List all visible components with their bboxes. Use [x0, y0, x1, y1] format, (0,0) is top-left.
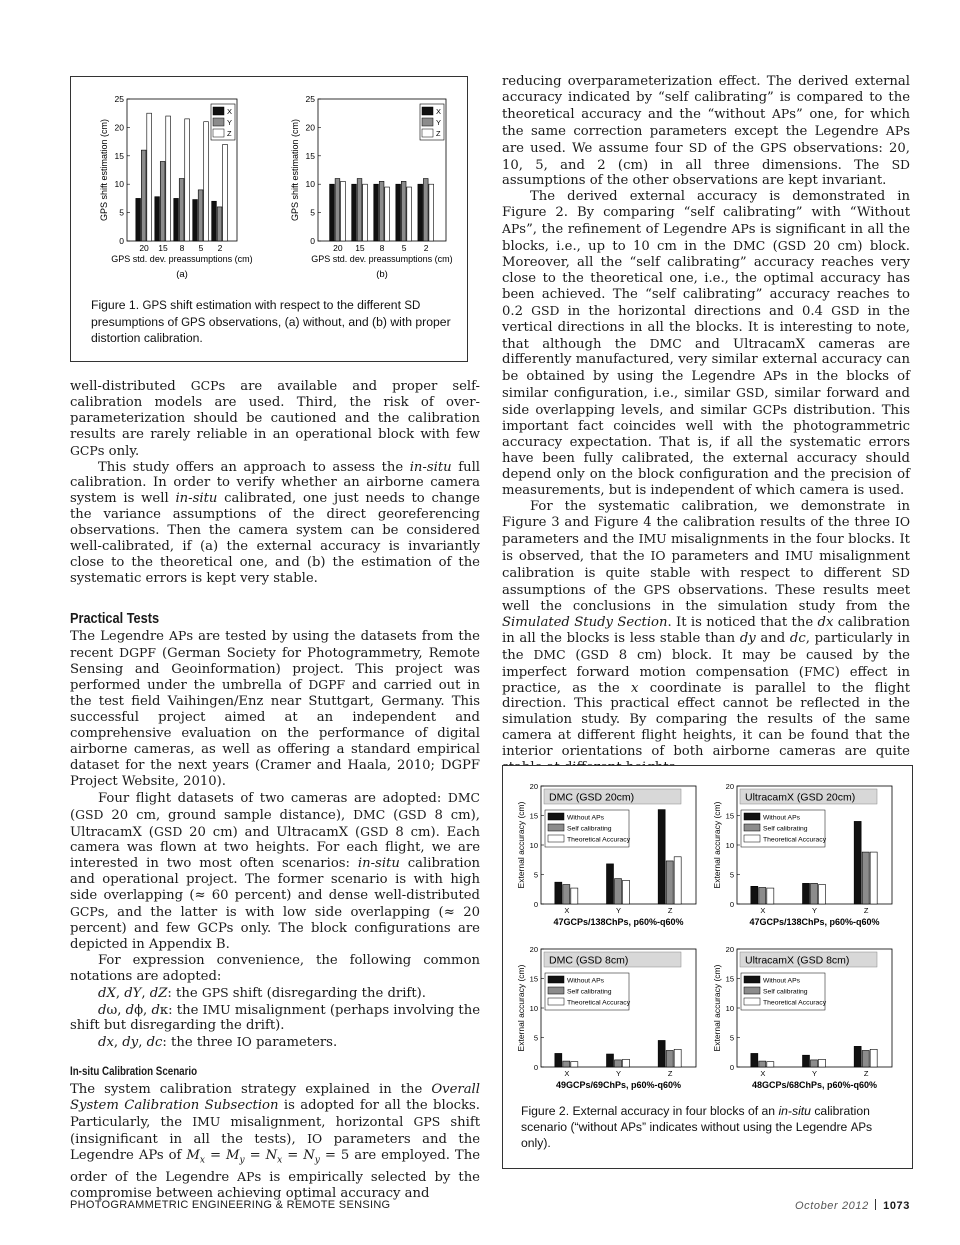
bar-theoretical-accuracy	[623, 1059, 630, 1067]
y-tick-label: 10	[529, 1004, 538, 1013]
bar-y	[423, 179, 428, 241]
bar-z	[363, 184, 368, 241]
left-para-4: Four flight datasets of two cameras are adopted: DMC (GSD 20 cm, ground sample distance), DMC (GSD 8 cm), UltracamX (GSD 20 cm) and UltracamX (GSD 8 cm). Each camera was flown at two heights. For each flight, we are interested in two most often scenarios: in-situ calibration and operational project. The former scenario is with high side overlapping (≈ 60 percent) and dense well-distributed GCPs, and the latter is with low side overlapping (≈ 20 percent) and few GCPs only. The block configurations are depicted in Appendix B.	[70, 789, 481, 952]
bar-self-calibrating	[563, 885, 570, 904]
x-tick-label: X	[760, 906, 766, 915]
legend-label: Theoretical Accuracy	[567, 836, 631, 844]
bar-x	[136, 198, 141, 241]
legend-swatch	[548, 987, 564, 994]
bar-y	[179, 179, 184, 241]
bar-theoretical-accuracy	[571, 1062, 578, 1067]
y-tick-label: 5	[119, 207, 124, 218]
x-tick-label: Z	[863, 906, 869, 915]
bar-self-calibrating	[666, 861, 673, 904]
legend-label: Self calibrating	[763, 988, 808, 996]
x-tick-label: X	[564, 906, 570, 915]
y-tick-label: 15	[529, 811, 538, 821]
legend-label: Z	[227, 129, 232, 138]
y-tick-label: 10	[529, 841, 538, 850]
y-tick-label: 5	[310, 207, 315, 218]
x-tick-label: Y	[615, 1069, 622, 1078]
y-tick-label: 10	[725, 841, 734, 850]
legend-swatch	[744, 824, 760, 831]
y-tick-label: 0	[119, 236, 124, 246]
bar-without-aps	[607, 1054, 614, 1067]
y-tick-label: 20	[725, 945, 734, 954]
panel-label: (a)	[176, 269, 188, 280]
y-tick-label: 15	[725, 811, 734, 821]
bar-without-aps	[751, 886, 758, 904]
bar-self-calibrating	[563, 1061, 570, 1067]
bar-y	[357, 179, 362, 241]
legend-label: X	[227, 107, 233, 116]
x-tick-label: X	[564, 1069, 570, 1078]
y-tick-label: 20	[725, 782, 734, 791]
legend-swatch	[213, 107, 224, 115]
chart-title: UltracamX (GSD 20cm)	[745, 791, 856, 804]
bar-theoretical-accuracy	[767, 1062, 774, 1067]
legend-swatch	[213, 129, 224, 137]
legend-swatch	[548, 824, 564, 831]
bar-y	[401, 181, 406, 241]
legend-swatch	[422, 129, 433, 137]
bar-without-aps	[854, 1046, 861, 1067]
y-axis-label: External accuracy (cm)	[712, 964, 722, 1052]
left-para-3: The Legendre APs are tested by using the datasets from the recent DGPF (German Society for Photogrammetry, Remote Sensing and Geoinformation) project. This project was performed under the umbrella of DGPF and carried out in the test field Vaihingen/Enz near Stuttgart, Germany. This successful project aimed at an independent and comprehensive evaluation on the performance of digital airborne cameras, as well as offering a standard empirical dataset for the next years (Cramer and Haala, 2010; DGPF Project Website, 2010).	[70, 627, 480, 789]
bar-x	[396, 184, 401, 241]
x-tick-label: Z	[667, 1069, 673, 1078]
y-tick-label: 25	[114, 94, 124, 104]
bar-theoretical-accuracy	[870, 1049, 877, 1067]
legend-swatch	[422, 118, 433, 126]
y-tick-label: 0	[533, 900, 538, 909]
y-tick-label: 20	[529, 782, 538, 791]
bar-z	[407, 187, 412, 241]
figure-1-charts	[71, 77, 467, 291]
figure-2-caption-text: External accuracy in four blocks of an in-situ calibration scenario (“without APs” indicates without using the Legendre APs only).	[521, 1104, 873, 1150]
legend-label: Without APs	[763, 814, 801, 822]
figure-1	[70, 76, 468, 362]
right-column	[502, 74, 910, 776]
bar-self-calibrating	[811, 883, 818, 904]
bar-without-aps	[803, 883, 810, 904]
y-axis-label: GPS shift estimation (cm)	[99, 118, 109, 222]
left-para-6: The system calibration strategy explained in the Overall System Calibration Subsection is adopted for all the blocks. Particularly, the IMU misalignment, horizontal GPS shift (insignificant in all the tests), IO parameters and the Legendre APs of $M_x = M_y = N_x = N_y = 5$ are employed. The order of the Legendre APs is empirically selected by the compromise between achieving optimal accuracy and	[70, 1082, 481, 1202]
legend-label: Theoretical Accuracy	[763, 999, 827, 1007]
footer-journal: PHOTOGRAMMETRIC ENGINEERING & REMOTE SENSING	[70, 1199, 391, 1211]
bar-theoretical-accuracy	[623, 880, 630, 904]
legend-label: Y	[227, 118, 233, 127]
y-tick-label: 5	[729, 1033, 734, 1043]
x-tick-label: 8	[379, 243, 385, 253]
y-axis-label: External accuracy (cm)	[712, 801, 722, 889]
heading-insitu-calibration: In-situ Calibration Scenario	[70, 1066, 198, 1079]
x-tick-label: Z	[863, 1069, 869, 1078]
bar-theoretical-accuracy	[870, 852, 877, 904]
x-tick-label: 5	[401, 243, 407, 253]
panel-label: (b)	[376, 269, 388, 280]
y-tick-label: 15	[114, 150, 124, 161]
bar-z	[429, 184, 434, 241]
y-tick-label: 15	[529, 974, 538, 984]
bar-theoretical-accuracy	[571, 888, 578, 904]
legend-swatch	[744, 998, 760, 1005]
bar-y	[217, 207, 222, 241]
x-axis-label: 47GCPs/138ChPs, p60%-q60%	[749, 917, 880, 927]
legend-swatch	[422, 107, 433, 115]
y-tick-label: 0	[310, 236, 315, 246]
x-axis-label: 48GCPs/68ChPs, p60%-q60%	[751, 1080, 878, 1090]
bar-z	[385, 187, 390, 241]
bar-without-aps	[555, 1053, 562, 1067]
y-axis-label: External accuracy (cm)	[516, 964, 526, 1052]
bar-z	[166, 116, 171, 241]
bar-self-calibrating	[759, 887, 766, 904]
bar-x	[352, 184, 357, 241]
chart-title: DMC (GSD 8cm)	[549, 954, 629, 967]
y-tick-label: 5	[533, 870, 538, 880]
x-axis-label: GPS std. dev. preassumptions (cm)	[111, 254, 253, 264]
y-tick-label: 0	[729, 1063, 734, 1072]
footer-date-text: October 2012	[794, 1200, 869, 1212]
y-tick-label: 15	[305, 150, 315, 161]
y-tick-label: 20	[529, 945, 538, 954]
legend-swatch	[744, 976, 760, 983]
bar-y	[198, 190, 203, 241]
figure-2	[502, 765, 913, 1169]
bar-theoretical-accuracy	[819, 1059, 826, 1067]
bar-x	[330, 184, 335, 241]
x-axis-label: GPS std. dev. preassumptions (cm)	[311, 254, 453, 264]
bar-self-calibrating	[862, 1050, 869, 1067]
x-tick-label: 20	[139, 243, 149, 253]
bar-y	[335, 179, 340, 241]
left-para-2: This study offers an approach to assess the in-situ full calibration. In order to verify whether an airborne camera system is well in-situ calibrated, one just needs to change the variance assumptions of the direct georeferencing observations. Then the camera system can be considered well-calibrated, if (a) the external accuracy is invariantly close to the theoretical one, and (b) the estimation of the systematic errors is kept very stable.	[70, 459, 480, 586]
bar-theoretical-accuracy	[767, 888, 774, 904]
left-para-5: For expression convenience, the following common notations are adopted:	[70, 952, 480, 984]
figure-2-caption-label: Figure 2.	[521, 1104, 570, 1118]
bar-z	[204, 122, 209, 241]
y-tick-label: 10	[305, 179, 315, 190]
left-para-1: well-distributed GCPs are available and proper self-calibration models are used. Third, the risk of over-parameterization should be cautioned and the calibration results are rarely reliable in an operational block with few GCPs only.	[70, 378, 480, 459]
legend-swatch	[213, 118, 224, 126]
y-axis-label: GPS shift estimation (cm)	[290, 118, 300, 222]
y-tick-label: 25	[305, 94, 315, 104]
legend-label: Self calibrating	[567, 988, 612, 996]
bar-theoretical-accuracy	[674, 1049, 681, 1067]
legend-label: Without APs	[567, 977, 605, 985]
bar-without-aps	[803, 1055, 810, 1067]
legend-label: Z	[436, 129, 441, 138]
x-tick-label: 8	[179, 243, 185, 253]
x-tick-label: 2	[423, 243, 429, 253]
legend-swatch	[548, 835, 564, 842]
x-tick-label: 20	[333, 243, 343, 253]
x-axis-label: 47GCPs/138ChPs, p60%-q60%	[553, 917, 684, 927]
footer-date	[795, 1199, 910, 1212]
legend-label: X	[436, 107, 442, 116]
x-tick-label: Y	[811, 906, 818, 915]
legend-label: Self calibrating	[763, 825, 808, 833]
x-axis-label: 49GCPs/69ChPs, p60%-q60%	[555, 1080, 682, 1090]
y-tick-label: 5	[729, 870, 734, 880]
bar-x	[374, 184, 379, 241]
y-tick-label: 0	[729, 900, 734, 909]
bar-without-aps	[854, 821, 861, 904]
legend-swatch	[548, 998, 564, 1005]
legend-label: Theoretical Accuracy	[567, 999, 631, 1007]
bar-x	[212, 201, 217, 241]
bar-without-aps	[751, 1053, 758, 1067]
figure-2-charts	[503, 766, 912, 1096]
notation-2: dω, dϕ, dκ: the IMU misalignment (perhaps involving the shift but disregarding the drift).	[70, 1001, 481, 1034]
bar-self-calibrating	[811, 1060, 818, 1067]
bar-z	[341, 181, 346, 241]
bar-x	[174, 198, 179, 241]
bar-y	[379, 181, 384, 241]
legend-label: Self calibrating	[567, 825, 612, 833]
x-tick-label: X	[760, 1069, 766, 1078]
legend-swatch	[548, 976, 564, 983]
notation-3: dx, dy, dc: the three IO parameters.	[98, 1034, 338, 1051]
page-number: 1073	[883, 1200, 910, 1212]
right-para-1: reducing overparameterization effect. The derived external accuracy indicated by “self calibrating” is compared to the theoretical accuracy and the “without APs” one, for which the same correction parameters except the Legendre APs are used. We assume four SD of the GPS observations: 20, 10, 5, and 2 (cm) in all three dimensions. The SD assumptions of the other observations are kept invariant.	[502, 74, 910, 189]
heading-practical-tests: Practical Tests	[70, 609, 160, 627]
bar-self-calibrating	[666, 1050, 673, 1067]
figure-2-caption	[521, 1104, 901, 1152]
bar-self-calibrating	[759, 1061, 766, 1067]
y-tick-label: 15	[725, 974, 734, 984]
bar-theoretical-accuracy	[819, 885, 826, 904]
legend-swatch	[548, 813, 564, 820]
y-axis-label: External accuracy (cm)	[516, 801, 526, 889]
bar-without-aps	[555, 882, 562, 904]
legend-swatch	[744, 987, 760, 994]
bar-self-calibrating	[862, 852, 869, 904]
chart-title: DMC (GSD 20cm)	[549, 791, 635, 804]
x-tick-label: Y	[811, 1069, 818, 1078]
chart-title: UltracamX (GSD 8cm)	[745, 954, 850, 967]
x-tick-label: 2	[217, 243, 223, 253]
bar-z	[185, 119, 190, 241]
legend-label: Y	[436, 118, 442, 127]
bar-x	[418, 184, 423, 241]
legend-label: Without APs	[763, 977, 801, 985]
bar-theoretical-accuracy	[674, 857, 681, 904]
bar-y	[160, 161, 165, 241]
bar-z	[147, 113, 152, 241]
bar-without-aps	[658, 810, 665, 904]
y-tick-label: 20	[305, 122, 315, 133]
x-tick-label: 15	[158, 243, 168, 253]
notation-1: dX, dY, dZ: the GPS shift (disregarding the drift).	[98, 984, 426, 1001]
y-tick-label: 5	[533, 1033, 538, 1043]
x-tick-label: Y	[615, 906, 622, 915]
bar-self-calibrating	[615, 1060, 622, 1067]
bar-x	[193, 200, 198, 241]
right-para-2: The derived external accuracy is demonstrated in Figure 2. By comparing “self calibrating” with “Without APs”, the refinement of Legendre APs is significant in all the blocks, i.e., up to 10 cm in the DMC (GSD 20 cm) block. Moreover, all the “self calibrating” accuracy reaches very close to the theoretical one, i.e., the optimal accuracy has been achieved. The “self calibrating” accuracy reaches to 0.2 GSD in the horizontal directions and 0.4 GSD in the vertical directions in all the blocks. It is interesting to note, that although the DMC and UltracamX cameras are differently manufactured, very similar external accuracy can be obtained by using the Legendre APs in the blocks of similar configuration, i.e., similar GSD, similar forward and side overlapping levels, and similar GCPs distribution. This important fact coincides well with the photogrammetric accuracy expectation. That is, if all the systematic errors have been fully calibrated, the external accuracy should depend only on the block configuration and the precision of measurements, but is independent of which camera is used.	[502, 189, 910, 498]
x-tick-label: 5	[198, 243, 204, 253]
y-tick-label: 0	[533, 1063, 538, 1072]
bar-y	[141, 150, 146, 241]
x-tick-label: 15	[355, 243, 365, 253]
y-tick-label: 20	[114, 122, 124, 133]
bar-without-aps	[658, 1040, 665, 1067]
bar-x	[155, 197, 160, 241]
x-tick-label: Z	[667, 906, 673, 915]
right-para-3: For the systematic calibration, we demonstrate in Figure 3 and Figure 4 the calibration results of the three IO parameters and the IMU misalignments in the four blocks. It is observed, that the IO parameters and IMU misalignment calibration is quite stable with respect to different SD assumptions of the GPS observations. These results meet well the conclusions in the simulation study from the Simulated Study Section. It is noticed that the dx calibration in all the blocks is less stable than dy and dc, particularly in the DMC (GSD 8 cm) block. It may be caused by the imperfect forward motion compensation (FMC) effect in practice, as the x coordinate is parallel to the flight direction. This practical effect cannot be reflected in the simulation study. By comparing the results of the same camera at different flight heights, it can be found that the interior orientations of both airborne cameras are quite	[502, 498, 911, 760]
bar-without-aps	[607, 864, 614, 904]
legend-label: Theoretical Accuracy	[763, 836, 827, 844]
bar-z	[223, 144, 228, 241]
legend-label: Without APs	[567, 814, 605, 822]
figure-1-caption-text: GPS shift estimation with respect to the different SD presumptions of GPS observations, (a) without, and (b) with proper distortion calibration.	[91, 298, 451, 345]
figure-1-caption-label: Figure 1.	[91, 298, 140, 312]
legend-swatch	[744, 813, 760, 820]
bar-self-calibrating	[615, 879, 622, 904]
legend-swatch	[744, 835, 760, 842]
left-column	[70, 378, 480, 1202]
figure-1-caption	[91, 298, 461, 347]
y-tick-label: 10	[114, 179, 124, 190]
y-tick-label: 10	[725, 1004, 734, 1013]
